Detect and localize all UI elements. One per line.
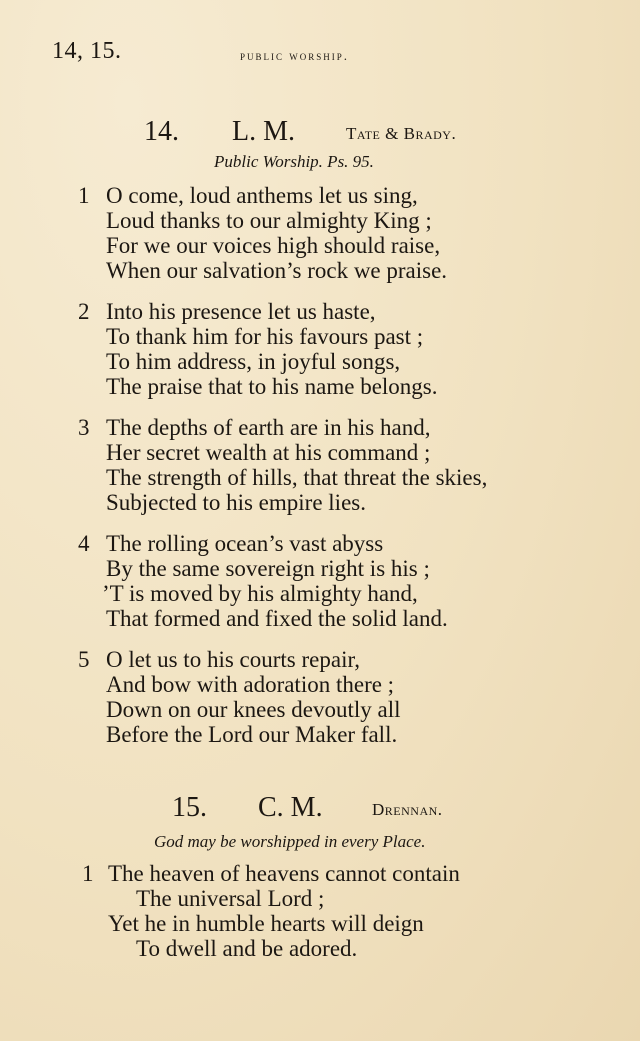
hymn-meter: L. M. — [232, 116, 295, 147]
verse-number: 2 — [78, 299, 90, 324]
verse-number: 5 — [78, 647, 90, 672]
verse-line: Into his presence let us haste, — [106, 299, 376, 324]
verse-line: The universal Lord ; — [136, 886, 325, 911]
verse-line: To thank him for his favours past ; — [106, 324, 424, 349]
verse-number: 1 — [78, 183, 90, 208]
hymn-author: Drennan. — [372, 800, 443, 819]
hymn-15-subtitle: God may be worshipped in every Place. — [154, 832, 426, 851]
hymn-author: Tate & Brady. — [346, 124, 457, 143]
verse-line: When our salvation’s rock we praise. — [106, 258, 448, 283]
verse-line: To him address, in joyful songs, — [106, 349, 401, 374]
hymn-14-subtitle: Public Worship. Ps. 95. — [214, 152, 374, 171]
verse-line: Subjected to his empire lies. — [106, 490, 366, 515]
verse-line: Yet he in humble hearts will deign — [108, 911, 424, 936]
verse-line: The praise that to his name belongs. — [106, 374, 438, 399]
verse-line: Down on our knees devoutly all — [106, 697, 401, 722]
verse-line: To dwell and be adored. — [136, 936, 358, 961]
verse-line: Her secret wealth at his command ; — [106, 440, 431, 465]
verse-number: 1 — [82, 861, 94, 886]
hymn-number: 15. — [172, 792, 207, 823]
verse-line: The heaven of heavens cannot contain — [108, 861, 460, 886]
verse-line: Loud thanks to our almighty King ; — [106, 208, 432, 233]
verse-line: The strength of hills, that threat the skies, — [106, 465, 488, 490]
running-head — [52, 38, 612, 68]
verse-line: Before the Lord our Maker fall. — [106, 722, 398, 747]
hymn-meter: C. M. — [258, 792, 323, 823]
running-title: public worship. — [240, 48, 350, 63]
hymn-15-heading — [172, 792, 472, 826]
hymn-number: 14. — [144, 116, 179, 147]
verse-line: ’T is moved by his almighty hand, — [102, 581, 418, 606]
verse-line: By the same sovereign right is his ; — [106, 556, 430, 581]
verse-line: That formed and fixed the solid land. — [106, 606, 448, 631]
verse-line: And bow with adoration there ; — [106, 672, 395, 697]
verse-line: O let us to his courts repair, — [106, 647, 360, 672]
verse-line: The rolling ocean’s vast abyss — [106, 531, 384, 556]
verse-number: 4 — [78, 531, 90, 556]
verse-number: 3 — [78, 415, 90, 440]
verse-line: For we our voices high should raise, — [106, 233, 441, 258]
verse-line: O come, loud anthems let us sing, — [106, 183, 418, 208]
verse-line: The depths of earth are in his hand, — [106, 415, 431, 440]
hymn-14-heading — [144, 116, 484, 150]
page-numbers: 14, 15. — [52, 38, 122, 64]
